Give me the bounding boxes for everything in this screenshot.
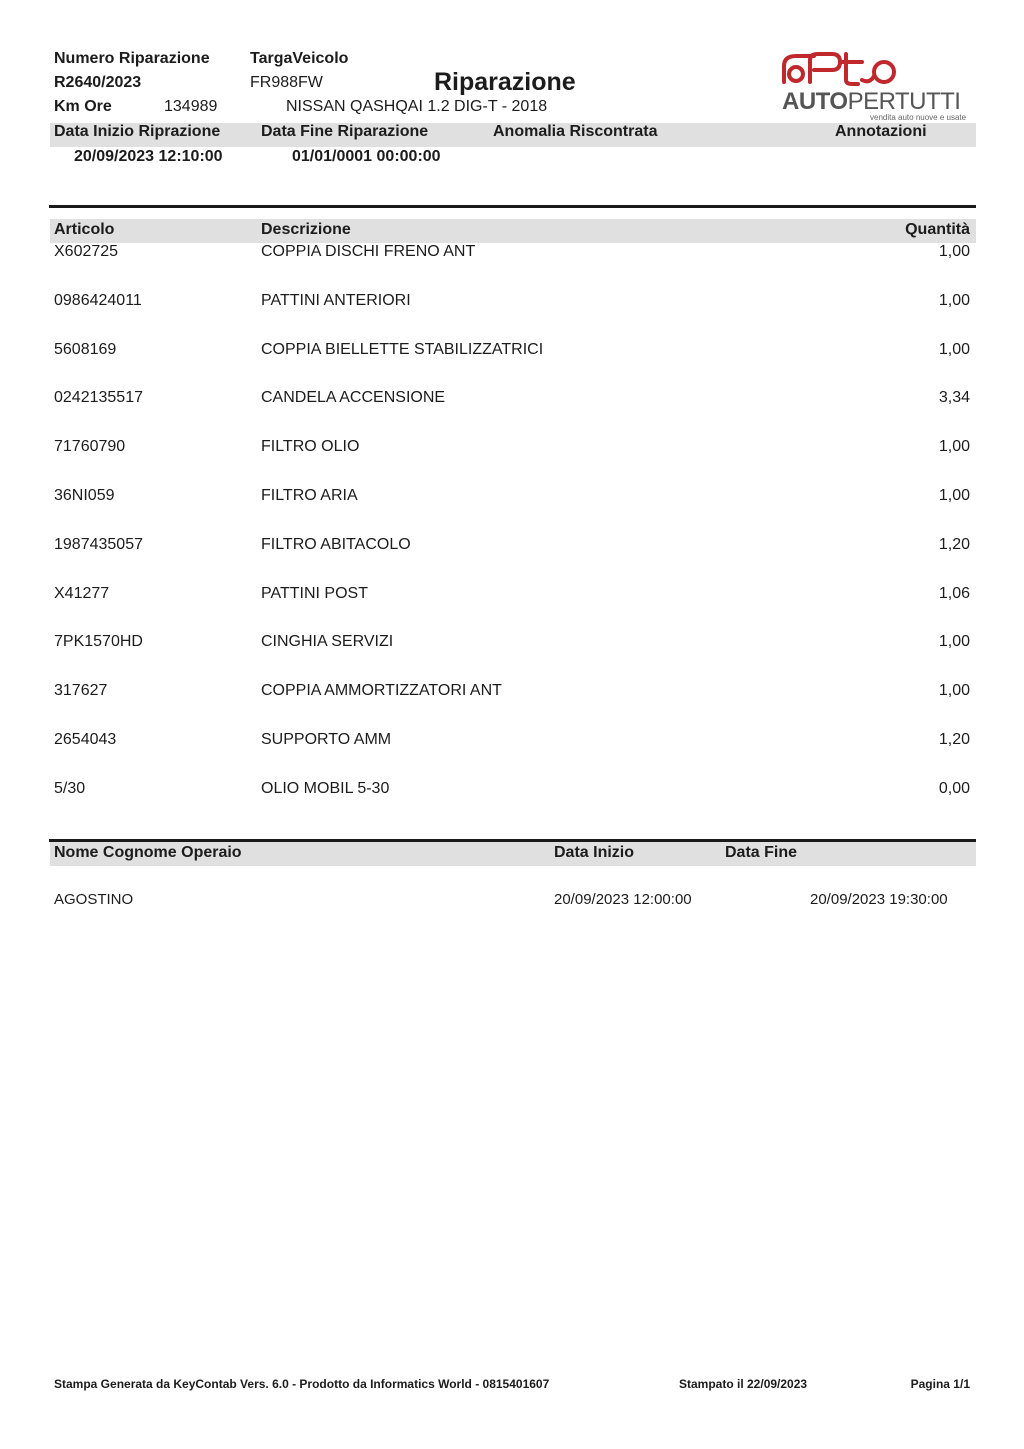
logo-name-light: PERTUTTI bbox=[847, 88, 961, 115]
item-articolo: 317627 bbox=[54, 682, 108, 700]
targa-label: TargaVeicolo bbox=[250, 50, 349, 67]
item-descrizione: PATTINI ANTERIORI bbox=[261, 291, 411, 309]
table-row bbox=[0, 585, 1024, 634]
info-col-start: Data Inizio Riprazione bbox=[54, 123, 221, 140]
table-row bbox=[0, 731, 1024, 780]
item-quantita: 0,00 bbox=[938, 779, 970, 797]
item-quantita: 1,00 bbox=[938, 633, 970, 651]
table-row bbox=[0, 536, 1024, 585]
item-quantita: 1,20 bbox=[938, 535, 970, 553]
item-quantita: 1,06 bbox=[938, 584, 970, 602]
item-articolo: 36NI059 bbox=[54, 486, 115, 504]
item-articolo: X41277 bbox=[54, 584, 110, 602]
item-descrizione: PATTINI POST bbox=[261, 584, 368, 602]
item-descrizione: SUPPORTO AMM bbox=[261, 730, 392, 748]
logo-name-bold: AUTO bbox=[782, 88, 848, 115]
footer-generated: Stampa Generata da KeyContab Vers. 6.0 - Prodotto da Informatics World - 0815401607 bbox=[54, 1377, 550, 1391]
items-list bbox=[0, 243, 1024, 829]
logo-tagline: vendita auto nuove e usate bbox=[870, 113, 967, 122]
items-header-bar bbox=[50, 219, 976, 243]
item-quantita: 1,00 bbox=[938, 243, 970, 260]
item-articolo: 0242135517 bbox=[54, 389, 143, 407]
table-row bbox=[0, 780, 1024, 829]
item-articolo: 2654043 bbox=[54, 730, 117, 748]
worker-name: AGOSTINO bbox=[54, 891, 134, 908]
document-title: Riparazione bbox=[434, 68, 576, 96]
item-quantita: 1,00 bbox=[938, 340, 970, 358]
company-logo bbox=[780, 50, 980, 125]
km-ore-value: 134989 bbox=[164, 98, 218, 115]
item-descrizione: CANDELA ACCENSIONE bbox=[261, 389, 446, 407]
logo-mark-icon bbox=[780, 50, 910, 86]
workers-header-inizio: Data Inizio bbox=[554, 844, 635, 861]
item-quantita: 1,00 bbox=[938, 291, 970, 309]
item-descrizione: OLIO MOBIL 5-30 bbox=[261, 779, 390, 797]
footer-page: Pagina 1/1 bbox=[910, 1377, 970, 1391]
item-descrizione: FILTRO ARIA bbox=[261, 486, 358, 504]
workers-header-nome: Nome Cognome Operaio bbox=[54, 844, 242, 861]
info-col-end: Data Fine Riparazione bbox=[261, 123, 429, 140]
item-articolo: 0986424011 bbox=[54, 291, 142, 309]
item-descrizione: COPPIA BIELLETTE STABILIZZATRICI bbox=[261, 340, 544, 358]
item-articolo: 5608169 bbox=[54, 340, 117, 358]
info-start-value: 20/09/2023 12:10:00 bbox=[74, 148, 223, 165]
info-end-value: 01/01/0001 00:00:00 bbox=[292, 148, 441, 165]
logo-name bbox=[782, 88, 960, 116]
info-col-anomalia: Anomalia Riscontrata bbox=[493, 123, 658, 140]
item-descrizione: FILTRO OLIO bbox=[261, 438, 360, 456]
table-row bbox=[0, 243, 1024, 292]
item-quantita: 1,00 bbox=[938, 438, 970, 456]
item-articolo: X602725 bbox=[54, 243, 119, 260]
info-col-annotazioni: Annotazioni bbox=[835, 123, 927, 140]
km-ore-label: Km Ore bbox=[54, 98, 112, 115]
workers-header-fine: Data Fine bbox=[725, 844, 798, 861]
table-row bbox=[0, 487, 1024, 536]
table-row bbox=[0, 682, 1024, 731]
table-row bbox=[0, 292, 1024, 341]
table-row bbox=[0, 438, 1024, 487]
vehicle-model: NISSAN QASHQAI 1.2 DIG-T - 2018 bbox=[286, 98, 548, 115]
items-top-rule bbox=[49, 205, 976, 208]
item-descrizione: COPPIA AMMORTIZZATORI ANT bbox=[261, 682, 502, 700]
items-header-descrizione: Descrizione bbox=[261, 221, 351, 238]
table-row bbox=[0, 633, 1024, 682]
items-header-quantita: Quantità bbox=[905, 221, 970, 238]
table-row bbox=[0, 389, 1024, 438]
item-articolo: 71760790 bbox=[54, 438, 126, 456]
numero-riparazione-label: Numero Riparazione bbox=[54, 50, 210, 67]
items-header-articolo: Articolo bbox=[54, 221, 115, 238]
item-descrizione: CINGHIA SERVIZI bbox=[261, 633, 394, 651]
item-quantita: 3,34 bbox=[938, 389, 970, 407]
item-descrizione: COPPIA DISCHI FRENO ANT bbox=[261, 243, 476, 260]
item-quantita: 1,20 bbox=[938, 730, 970, 748]
item-quantita: 1,00 bbox=[938, 682, 970, 700]
table-row bbox=[0, 341, 1024, 390]
item-descrizione: FILTRO ABITACOLO bbox=[261, 535, 411, 553]
item-quantita: 1,00 bbox=[938, 486, 970, 504]
worker-start: 20/09/2023 12:00:00 bbox=[554, 891, 692, 908]
targa-value: FR988FW bbox=[250, 74, 323, 91]
numero-riparazione-value: R2640/2023 bbox=[54, 74, 142, 91]
item-articolo: 7PK1570HD bbox=[54, 633, 143, 651]
item-articolo: 1987435057 bbox=[54, 535, 143, 553]
footer-printed: Stampato il 22/09/2023 bbox=[679, 1377, 808, 1391]
item-articolo: 5/30 bbox=[54, 779, 86, 797]
worker-end: 20/09/2023 19:30:00 bbox=[810, 891, 948, 908]
